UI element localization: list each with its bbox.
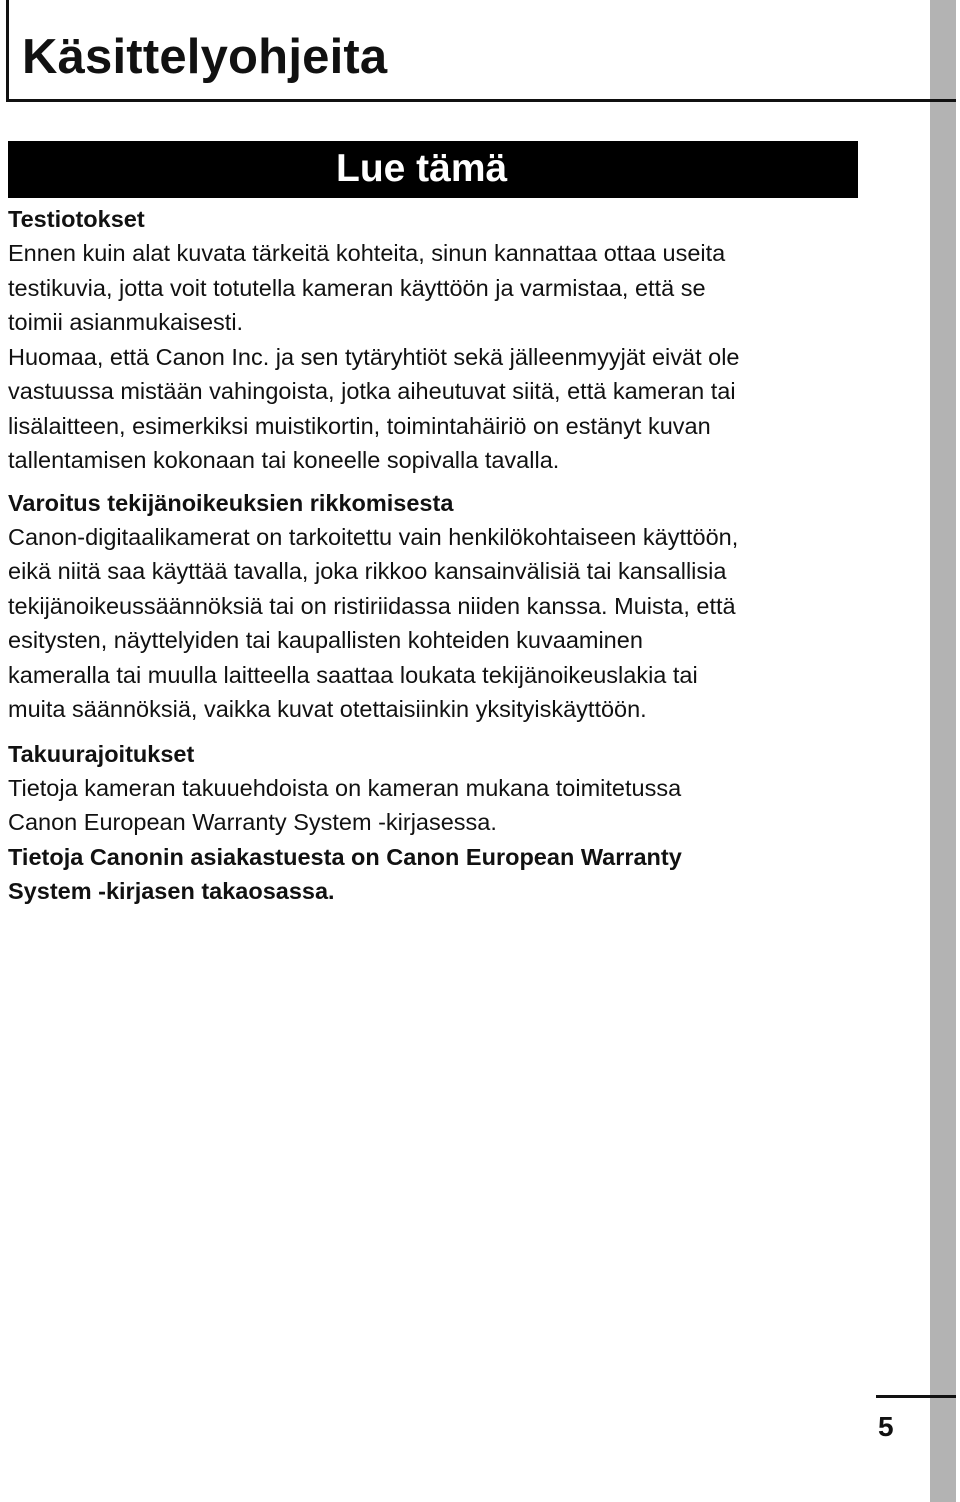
text-line: Huomaa, että Canon Inc. ja sen tytäryhtiöt sekä jälleenmyyjät eivät ole bbox=[8, 343, 740, 370]
text-line: Tietoja kameran takuuehdoista on kameran mukana toimitetussa bbox=[8, 774, 682, 801]
text-line: lisälaitteen, esimerkiksi muistikortin, toimintahäiriö on estänyt kuvan bbox=[8, 412, 711, 439]
text-line: vastuussa mistään vahingoista, jotka aiheutuvat siitä, että kameran tai bbox=[8, 378, 736, 404]
text-line: toimii asianmukaisesti. bbox=[8, 309, 244, 335]
text-line: Ennen kuin alat kuvata tärkeitä kohteita, sinun kannattaa ottaa useita bbox=[8, 240, 726, 266]
text-line: muita säännöksiä, vaikka kuvat otettaisiinkin yksityiskäyttöön. bbox=[8, 696, 647, 722]
text-line: Canon-digitaalikamerat on tarkoitettu vain henkilökohtaiseen käyttöön, bbox=[8, 523, 739, 550]
text-line: esitysten, näyttelyiden tai kaupallisten kohteiden kuvaaminen bbox=[8, 627, 643, 653]
heading-copyright-warning: Varoitus tekijänoikeuksien rikkomisesta bbox=[8, 489, 454, 516]
text-line: kameralla tai muulla laitteella saattaa loukata tekijänoikeuslakia tai bbox=[8, 661, 698, 688]
text-line: Canon European Warranty System -kirjasessa. bbox=[8, 809, 497, 835]
heading-testiotokset: Testiotokset bbox=[8, 206, 145, 232]
page-number: 5 bbox=[878, 1411, 894, 1442]
page-title: Käsittelyohjeita bbox=[22, 30, 388, 84]
section-heading: Lue tämä bbox=[336, 147, 508, 190]
content-body bbox=[8, 202, 868, 909]
text-line: testikuvia, jotta voit totutella kameran käyttöön ja varmistaa, että se bbox=[8, 274, 706, 301]
text-line: eikä niitä saa käyttää tavalla, joka rikkoo kansainvälisiä tai kansallisia bbox=[8, 558, 727, 584]
heading-takuurajoitukset: Takuurajoitukset bbox=[8, 740, 195, 767]
bold-text-line: System -kirjasen takaosassa. bbox=[8, 878, 335, 904]
text-line: tekijänoikeussäännöksiä tai on ristiriidassa niiden kanssa. Muista, että bbox=[8, 592, 736, 619]
page-number-rule bbox=[876, 1395, 956, 1398]
chapter-tab-strip bbox=[930, 0, 956, 1502]
bold-text-line: Tietoja Canonin asiakastuesta on Canon European Warranty bbox=[8, 843, 682, 870]
text-line: tallentamisen kokonaan tai koneelle sopivalla tavalla. bbox=[8, 447, 560, 473]
